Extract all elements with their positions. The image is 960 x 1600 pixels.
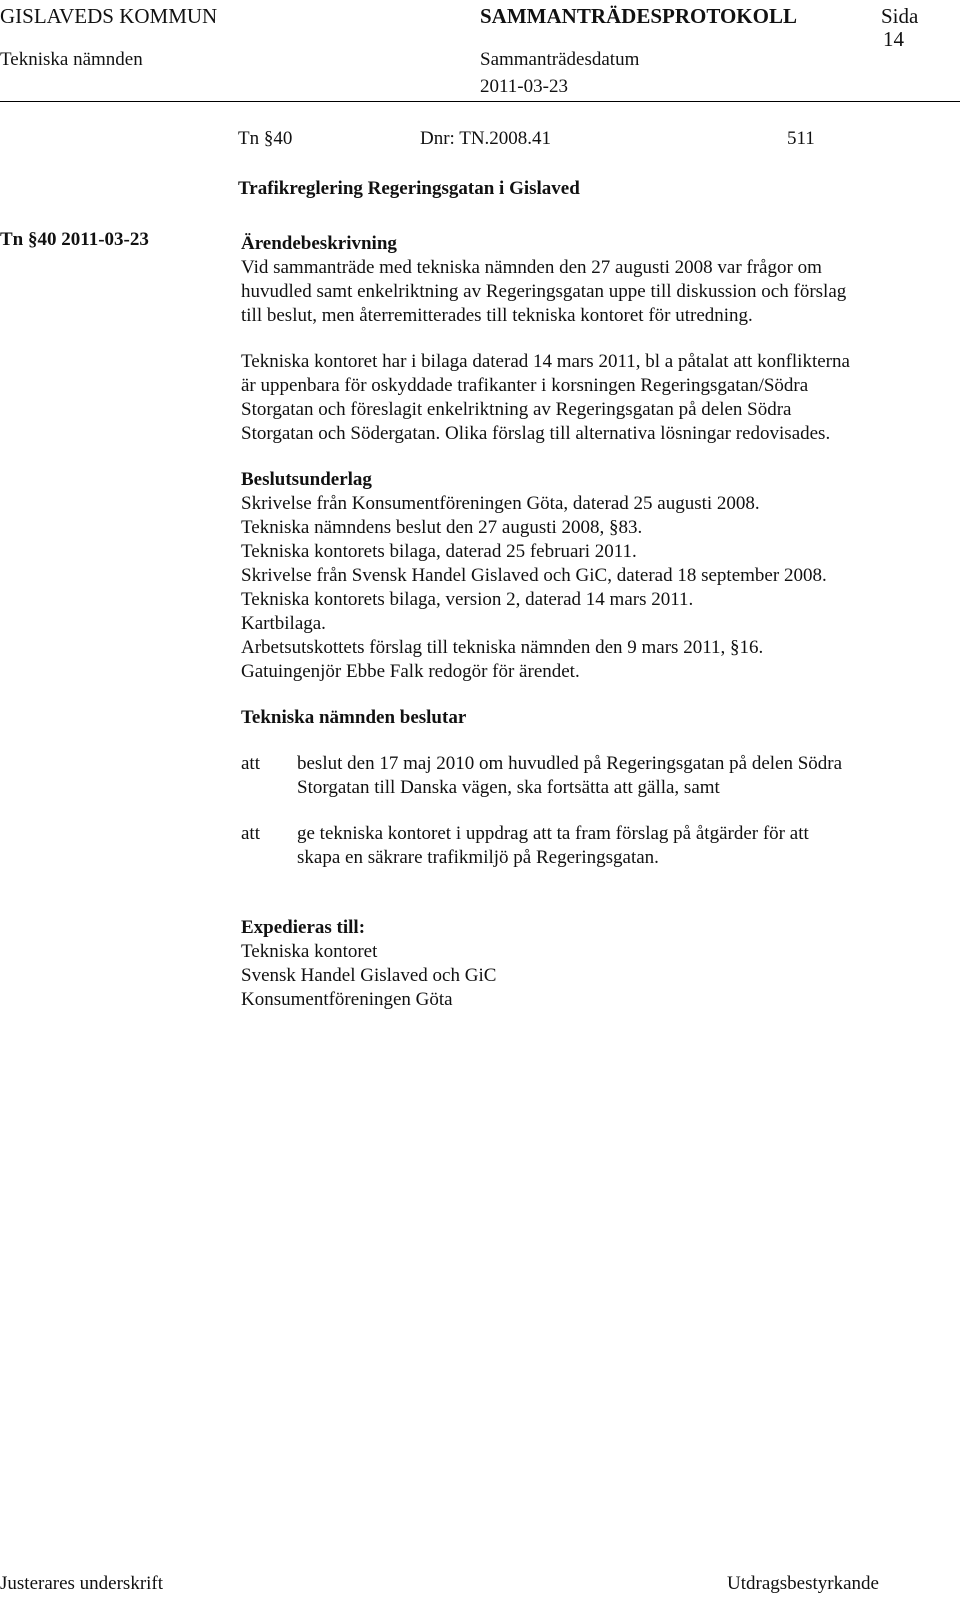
footer-certification-label: Utdragsbestyrkande bbox=[727, 1573, 879, 1594]
board-name: Tekniska nämnden bbox=[0, 49, 143, 70]
text-line: Storgatan till Danska vägen, ska fortsätta att gälla, samt bbox=[297, 777, 720, 798]
footer-signature-label: Justerares underskrift bbox=[0, 1573, 164, 1594]
text-line: Storgatan och föreslagit enkelriktning av Regeringsgatan på delen Södra bbox=[241, 399, 792, 420]
text-line: beslut den 17 maj 2010 om huvudled på Regeringsgatan på delen Södra bbox=[297, 753, 843, 774]
basis-section bbox=[241, 468, 941, 660]
case-number: 511 bbox=[787, 128, 815, 149]
header-divider bbox=[0, 101, 960, 102]
description-paragraph-1 bbox=[241, 256, 941, 328]
basis-list bbox=[241, 492, 941, 660]
text-line: Vid sammanträde med tekniska nämnden den 27 augusti 2008 var frågor om bbox=[241, 257, 822, 278]
basis-item: Skrivelse från Svensk Handel Gislaved och GiC, daterad 18 september 2008. bbox=[241, 565, 827, 586]
basis-item: Tekniska kontorets bilaga, version 2, daterad 14 mars 2011. bbox=[241, 589, 694, 610]
decision-item bbox=[241, 822, 941, 870]
decision-att: att bbox=[241, 823, 260, 844]
dispatch-recipient: Konsumentföreningen Göta bbox=[241, 989, 453, 1010]
text-line: skapa en säkrare trafikmiljö på Regeringsgatan. bbox=[297, 847, 659, 868]
meeting-date-label: Sammanträdesdatum bbox=[480, 49, 640, 70]
dispatch-recipient: Tekniska kontoret bbox=[241, 941, 378, 962]
text-line: huvudled samt enkelriktning av Regeringsgatan uppe till diskussion och förslag bbox=[241, 281, 847, 302]
decision-heading: Tekniska nämnden beslutar bbox=[241, 707, 467, 728]
decision-text bbox=[297, 752, 842, 800]
decision-text bbox=[297, 822, 809, 870]
basis-item: Tekniska kontorets bilaga, daterad 25 februari 2011. bbox=[241, 541, 637, 562]
municipality-name: GISLAVEDS KOMMUN bbox=[0, 4, 218, 28]
decision-section bbox=[241, 706, 941, 870]
text-line: Storgatan och Södergatan. Olika förslag till alternativa lösningar redovisades. bbox=[241, 423, 831, 444]
basis-item: Kartbilaga. bbox=[241, 613, 326, 634]
presenter-note: Gatuingenjör Ebbe Falk redogör för ärendet. bbox=[241, 661, 580, 682]
case-side-reference: Tn §40 2011-03-23 bbox=[0, 229, 149, 250]
description-paragraph-2 bbox=[241, 350, 941, 446]
decision-att: att bbox=[241, 753, 260, 774]
dispatch-section bbox=[241, 916, 941, 1012]
meeting-date: 2011-03-23 bbox=[480, 76, 568, 97]
page-number: 14 bbox=[883, 27, 904, 51]
text-line: är uppenbara för oskyddade trafikanter i korsningen Regeringsgatan/Södra bbox=[241, 375, 809, 396]
text-line: ge tekniska kontoret i uppdrag att ta fram förslag på åtgärder för att bbox=[297, 823, 809, 844]
text-line: till beslut, men återremitterades till tekniska kontoret för utredning. bbox=[241, 305, 753, 326]
basis-item: Skrivelse från Konsumentföreningen Göta, daterad 25 augusti 2008. bbox=[241, 493, 760, 514]
case-dnr: Dnr: TN.2008.41 bbox=[420, 128, 552, 149]
page-label: Sida bbox=[881, 4, 919, 28]
document-type: SAMMANTRÄDESPROTOKOLL bbox=[480, 4, 797, 28]
text-line: Tekniska kontoret har i bilaga daterad 14 mars 2011, bl a påtalat att konflikterna bbox=[241, 351, 850, 372]
description-heading: Ärendebeskrivning bbox=[241, 233, 397, 254]
dispatch-recipient: Svensk Handel Gislaved och GiC bbox=[241, 965, 497, 986]
case-title: Trafikreglering Regeringsgatan i Gislaved bbox=[238, 178, 580, 199]
decision-item bbox=[241, 752, 941, 800]
basis-heading: Beslutsunderlag bbox=[241, 469, 372, 490]
dispatch-heading: Expedieras till: bbox=[241, 917, 366, 938]
case-content bbox=[241, 232, 941, 1012]
basis-item: Arbetsutskottets förslag till tekniska nämnden den 9 mars 2011, §16. bbox=[241, 637, 764, 658]
case-paragraph: Tn §40 bbox=[238, 128, 293, 149]
basis-item: Tekniska nämndens beslut den 27 augusti 2008, §83. bbox=[241, 517, 643, 538]
